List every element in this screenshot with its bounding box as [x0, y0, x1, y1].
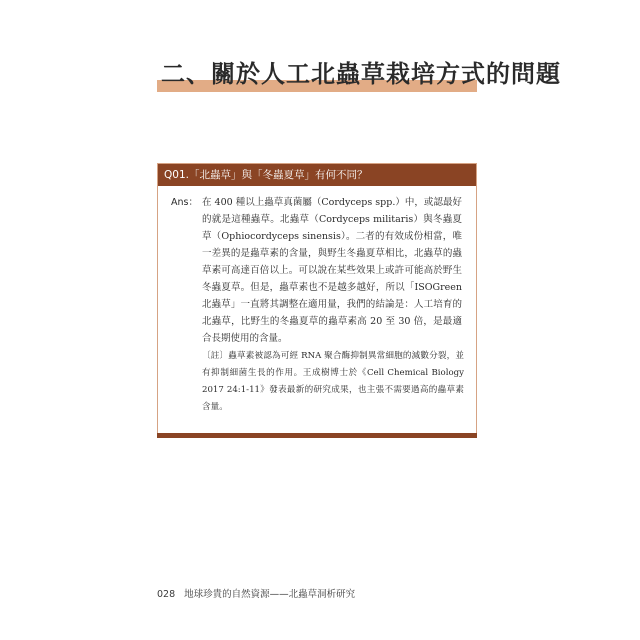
- answer-paragraph: 在 400 種以上蟲草真菌屬（Cordyceps spp.）中，或認最好的就是這種蟲草。北蟲草（Cordyceps militaris）與冬蟲夏草（Ophiocordyceps sinensis）。二者的有效成份相當，唯一差異的是蟲草素的含量，與野生冬蟲夏草相比，北蟲草的蟲草素可高達百倍以上。可以說在某些效果上或許可能高於野生冬蟲夏草。但是，蟲草素也不是越多越好，所以「ISOGreen 北蟲草」一直將其調整在適用量，我們的結論是：人工培育的北蟲草，比野生的冬蟲夏草的蟲草素高 20 至 30 倍，是最適合長期使用的含量。: [202, 197, 462, 344]
- note-paragraph: 〔註〕蟲草素被認為可經 RNA 聚合酶抑制異常細胞的減數分裂，並有抑制細菌生長的作用。王成樹博士於《Cell Chemical Biology 2017 24:1-11》發表最新的研究成果，也主張不需要過高的蟲草素含量。: [202, 351, 464, 412]
- page-number: 028: [157, 589, 176, 600]
- answer-label: Ans：: [171, 197, 198, 208]
- question-header: Q01.「北蟲草」與「冬蟲夏草」有何不同？: [158, 164, 476, 186]
- qa-box: [157, 163, 477, 438]
- section-title: 二、關於人工北蟲草栽培方式的問題: [161, 59, 561, 88]
- footer-book-title: 地球珍貴的自然資源——北蟲草洞析研究: [184, 589, 356, 600]
- answer-body: [202, 194, 462, 347]
- box-bottom-bar: [157, 433, 477, 438]
- page-footer: [157, 586, 355, 600]
- section-title-block: [157, 58, 561, 94]
